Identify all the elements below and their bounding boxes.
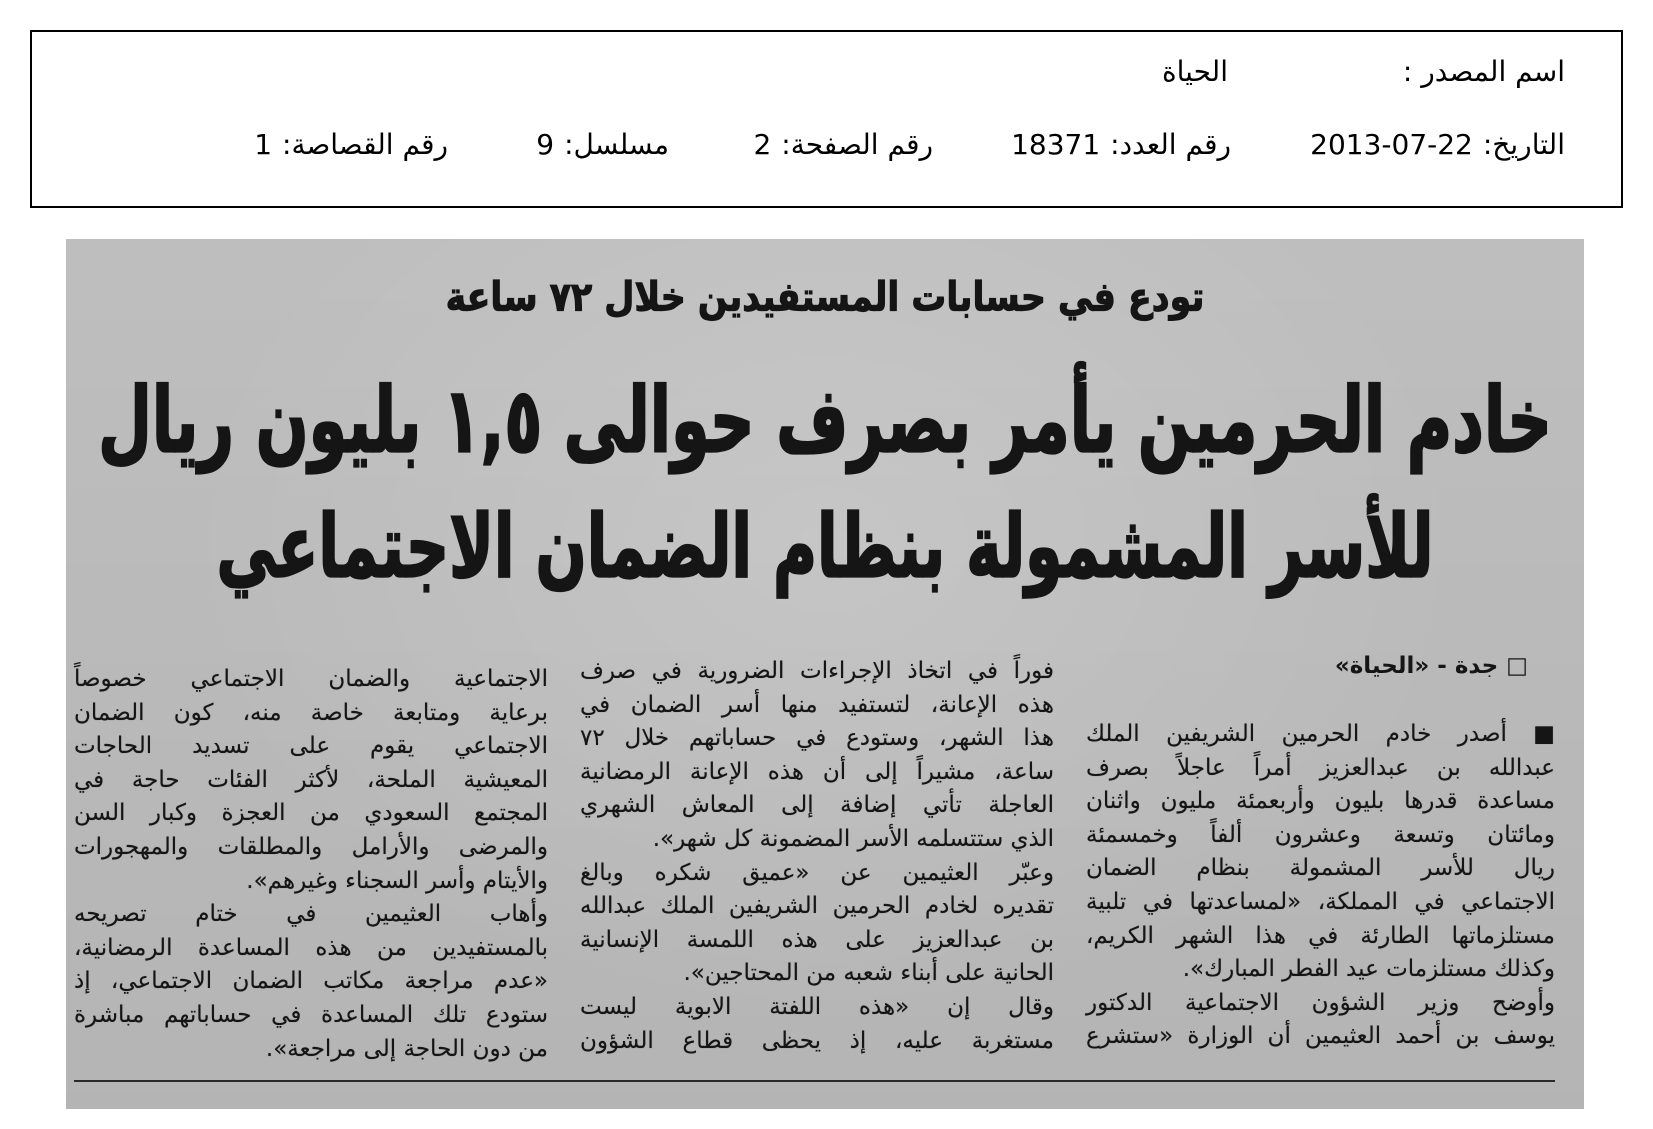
body-text-line: والأيتام وأسر السجناء وغيرهم». xyxy=(246,867,548,894)
body-text-line: الاجتماعي في المملكة، «لمساعدتها في تلبية xyxy=(1086,888,1555,915)
headline-row-1 xyxy=(66,367,1584,487)
body-text-line: وقال إن «هذه اللفتة الابوية ليست xyxy=(580,993,1054,1020)
body-text-line: تقديره لخادم الحرمين الشريفين الملك عبدالله xyxy=(580,893,1054,920)
meta-source-label xyxy=(1403,54,1565,90)
article-column-middle xyxy=(580,655,1054,1058)
headline-line-1: خادم الحرمين يأمر بصرف حوالى ١,٥ بليون ريال xyxy=(98,367,1552,474)
body-text-line: الاجتماعية والضمان الاجتماعي خصوصاً xyxy=(74,666,548,692)
body-text-line: بالمستفيدين من هذه المساعدة الرمضانية، xyxy=(74,934,548,961)
body-text-line: مساعدة قدرها بليون وأربعمئة مليون واثنان xyxy=(1086,788,1555,815)
body-text-line: الحانية على أبناء شعبه من المحتاجين». xyxy=(683,960,1054,987)
headline-row-2 xyxy=(66,496,1584,617)
meta-date xyxy=(1310,127,1565,163)
body-text-line: ساعة، مشيراً إلى أن هذه الإعانة الرمضانية xyxy=(580,758,1054,785)
newspaper-clipping xyxy=(66,239,1584,1109)
meta-issue-label: رقم العدد: xyxy=(1110,128,1231,161)
meta-page-label: رقم الصفحة: xyxy=(781,128,933,161)
body-text-line: ■ أصدر خادم الحرمين الشريفين الملك xyxy=(1086,721,1555,747)
body-text-line: وعبّر العثيمين عن «عميق شكره وبالغ xyxy=(580,859,1054,886)
body-text-line: الاجتماعي يقوم على تسديد الحاجات xyxy=(74,733,548,760)
kicker-row xyxy=(66,274,1584,327)
meta-clip-number-value: 1 xyxy=(254,128,273,161)
meta-date-value: 2013-07-22 xyxy=(1310,128,1473,161)
body-text-line: «عدم مراجعة مكاتب الضمان الاجتماعي، إذ xyxy=(74,968,548,995)
body-text-line: هذا الشهر، وستودع في حساباتهم خلال ٧٢ xyxy=(580,725,1054,752)
body-text-line: وكذلك مستلزمات عيد الفطر المبارك». xyxy=(1182,956,1555,983)
body-text-line: ستودع تلك المساعدة في حساباتهم مباشرة xyxy=(74,1001,548,1028)
body-text-line: المعيشية الملحة، لأكثر الفئات حاجة في xyxy=(74,766,548,793)
body-text-line: وأهاب العثيمين في ختام تصريحه xyxy=(74,901,548,928)
body-text-line: عبدالله بن عبدالعزيز أمراً عاجلاً بصرف xyxy=(1086,754,1555,781)
meta-page-value: 2 xyxy=(753,128,772,161)
meta-clip-number xyxy=(254,127,448,163)
article-kicker: تودع في حسابات المستفيدين خلال ٧٢ ساعة xyxy=(445,274,1205,321)
headline-line-2: للأسر المشمولة بنظام الضمان الاجتماعي xyxy=(216,496,1434,599)
body-text-line: المجتمع السعودي من العجزة وكبار السن xyxy=(74,800,548,827)
meta-date-label: التاريخ: xyxy=(1482,128,1565,161)
meta-issue-value: 18371 xyxy=(1011,128,1101,161)
body-text-line: وأوضح وزير الشؤون الاجتماعية الدكتور xyxy=(1086,989,1555,1016)
body-text-line: مستغربة عليه، إذ يحظى قطاع الشؤون xyxy=(580,1027,1054,1054)
body-text-line: والمرضى والأرامل والمطلقات والمهجورات xyxy=(74,833,548,860)
body-text-line: برعاية ومتابعة خاصة منه، كون الضمان xyxy=(74,699,548,726)
meta-source-value xyxy=(1162,54,1228,90)
meta-source-label-text: اسم المصدر : xyxy=(1402,55,1565,88)
metadata-header-box xyxy=(30,30,1623,208)
body-text-line: يوسف بن أحمد العثيمين أن الوزارة «ستشرع xyxy=(1086,1023,1555,1050)
body-text-line: هذه الإعانة، لتستفيد منها أسر الضمان في xyxy=(580,691,1054,718)
body-text-line: بن عبدالعزيز على هذه اللمسة الإنسانية xyxy=(580,926,1054,953)
meta-source-value-text: الحياة xyxy=(1161,55,1228,88)
body-text-line: ريال للأسر المشمولة بنظام الضمان xyxy=(1086,855,1555,882)
body-text-line: فوراً في اتخاذ الإجراءات الضرورية في صرف xyxy=(580,658,1054,684)
meta-issue xyxy=(1011,127,1231,163)
article-byline: □ جدة - «الحياة» xyxy=(1334,653,1528,679)
meta-serial xyxy=(536,127,669,163)
body-text-line: ومائتان وتسعة وعشرون ألفاً وخمسمئة xyxy=(1086,821,1555,848)
body-text-line: مستلزماتها الطارئة في هذا الشهر الكريم، xyxy=(1086,922,1555,949)
article-column-right xyxy=(1086,718,1555,1054)
article-column-left xyxy=(74,663,548,1066)
meta-serial-label: مسلسل: xyxy=(564,128,669,161)
body-text-line: الذي ستتسلمه الأسر المضمونة كل شهر». xyxy=(652,825,1054,852)
body-text-line: من دون الحاجة إلى مراجعة». xyxy=(265,1035,548,1062)
meta-page xyxy=(753,127,933,163)
meta-clip-number-label: رقم القصاصة: xyxy=(282,128,448,161)
meta-serial-value: 9 xyxy=(536,128,555,161)
body-text-line: العاجلة تأتي إضافة إلى المعاش الشهري xyxy=(580,792,1054,819)
bottom-divider xyxy=(74,1080,1555,1082)
